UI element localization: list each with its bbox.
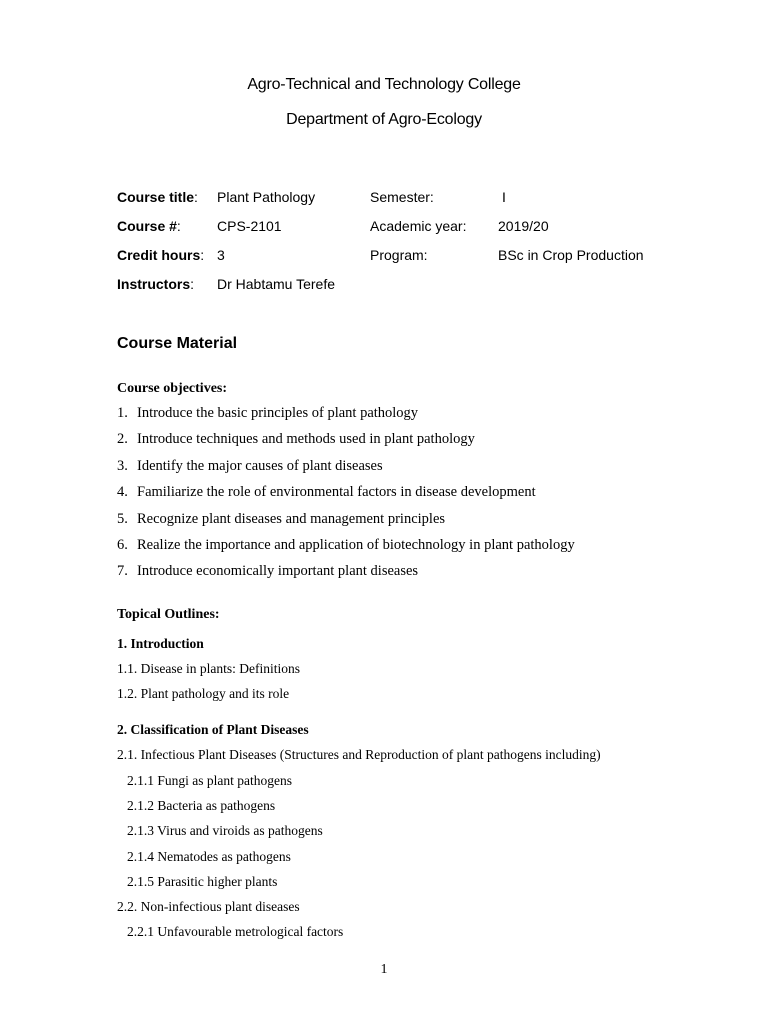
department-name: Department of Agro-Ecology xyxy=(286,111,482,128)
objectives-heading: Course objectives: xyxy=(117,381,228,396)
academic-year-label: Academic year: xyxy=(370,218,467,234)
outline-subitem: 2.1.2 Bacteria as pathogens xyxy=(127,798,276,813)
course-title-label: Course title: xyxy=(117,189,198,205)
credit-hours-value: 3 xyxy=(217,247,225,263)
outline-subitem: 2.1.4 Nematodes as pathogens xyxy=(127,849,291,864)
outline-item: 2.2. Non-infectious plant diseases xyxy=(117,899,300,914)
list-text: Realize the importance and application of biotechnology in plant pathology xyxy=(137,536,575,553)
list-number: 6. xyxy=(117,536,128,553)
list-number: 5. xyxy=(117,510,128,527)
program-value: BSc in Crop Production xyxy=(498,247,644,263)
list-text: Identify the major causes of plant diseases xyxy=(137,457,383,474)
credit-hours-label: Credit hours: xyxy=(117,247,205,263)
list-number: 3. xyxy=(117,457,128,474)
course-title-value: Plant Pathology xyxy=(217,189,316,205)
course-number-value: CPS-2101 xyxy=(217,218,282,234)
list-text: Introduce techniques and methods used in plant pathology xyxy=(137,431,475,448)
course-material-heading: Course Material xyxy=(117,335,238,352)
outline-item: 2.1. Infectious Plant Diseases (Structures and Reproduction of plant pathogens including) xyxy=(117,747,601,762)
instructors-value: Dr Habtamu Terefe xyxy=(217,276,336,292)
outline-heading: 1. Introduction xyxy=(117,636,204,651)
outline-heading: 2. Classification of Plant Diseases xyxy=(117,722,309,737)
semester-label: Semester: xyxy=(370,189,434,205)
list-number: 4. xyxy=(117,484,128,501)
list-text: Introduce the basic principles of plant pathology xyxy=(137,405,419,421)
page-number: 1 xyxy=(380,962,388,977)
list-text: Recognize plant diseases and management principles xyxy=(137,510,446,527)
list-number: 2. xyxy=(117,431,128,448)
outline-subitem: 2.2.1 Unfavourable metrological factors xyxy=(127,924,344,939)
semester-value: I xyxy=(502,189,506,205)
college-name: Agro-Technical and Technology College xyxy=(247,76,521,93)
course-number-label: Course #: xyxy=(117,218,181,234)
outline-item: 1.1. Disease in plants: Definitions xyxy=(117,661,300,676)
topical-outlines-heading: Topical Outlines: xyxy=(117,607,220,622)
instructors-label: Instructors: xyxy=(117,276,195,292)
list-text: Introduce economically important plant diseases xyxy=(137,563,419,580)
outline-subitem: 2.1.3 Virus and viroids as pathogens xyxy=(127,823,323,838)
list-number: 7. xyxy=(117,563,128,580)
list-text: Familiarize the role of environmental factors in disease development xyxy=(137,484,536,501)
outline-subitem: 2.1.1 Fungi as plant pathogens xyxy=(127,773,292,788)
academic-year-value: 2019/20 xyxy=(498,218,549,234)
program-label: Program: xyxy=(370,247,428,263)
outline-subitem: 2.1.5 Parasitic higher plants xyxy=(127,874,278,889)
list-number: 1. xyxy=(117,405,128,421)
outline-item: 1.2. Plant pathology and its role xyxy=(117,686,290,701)
